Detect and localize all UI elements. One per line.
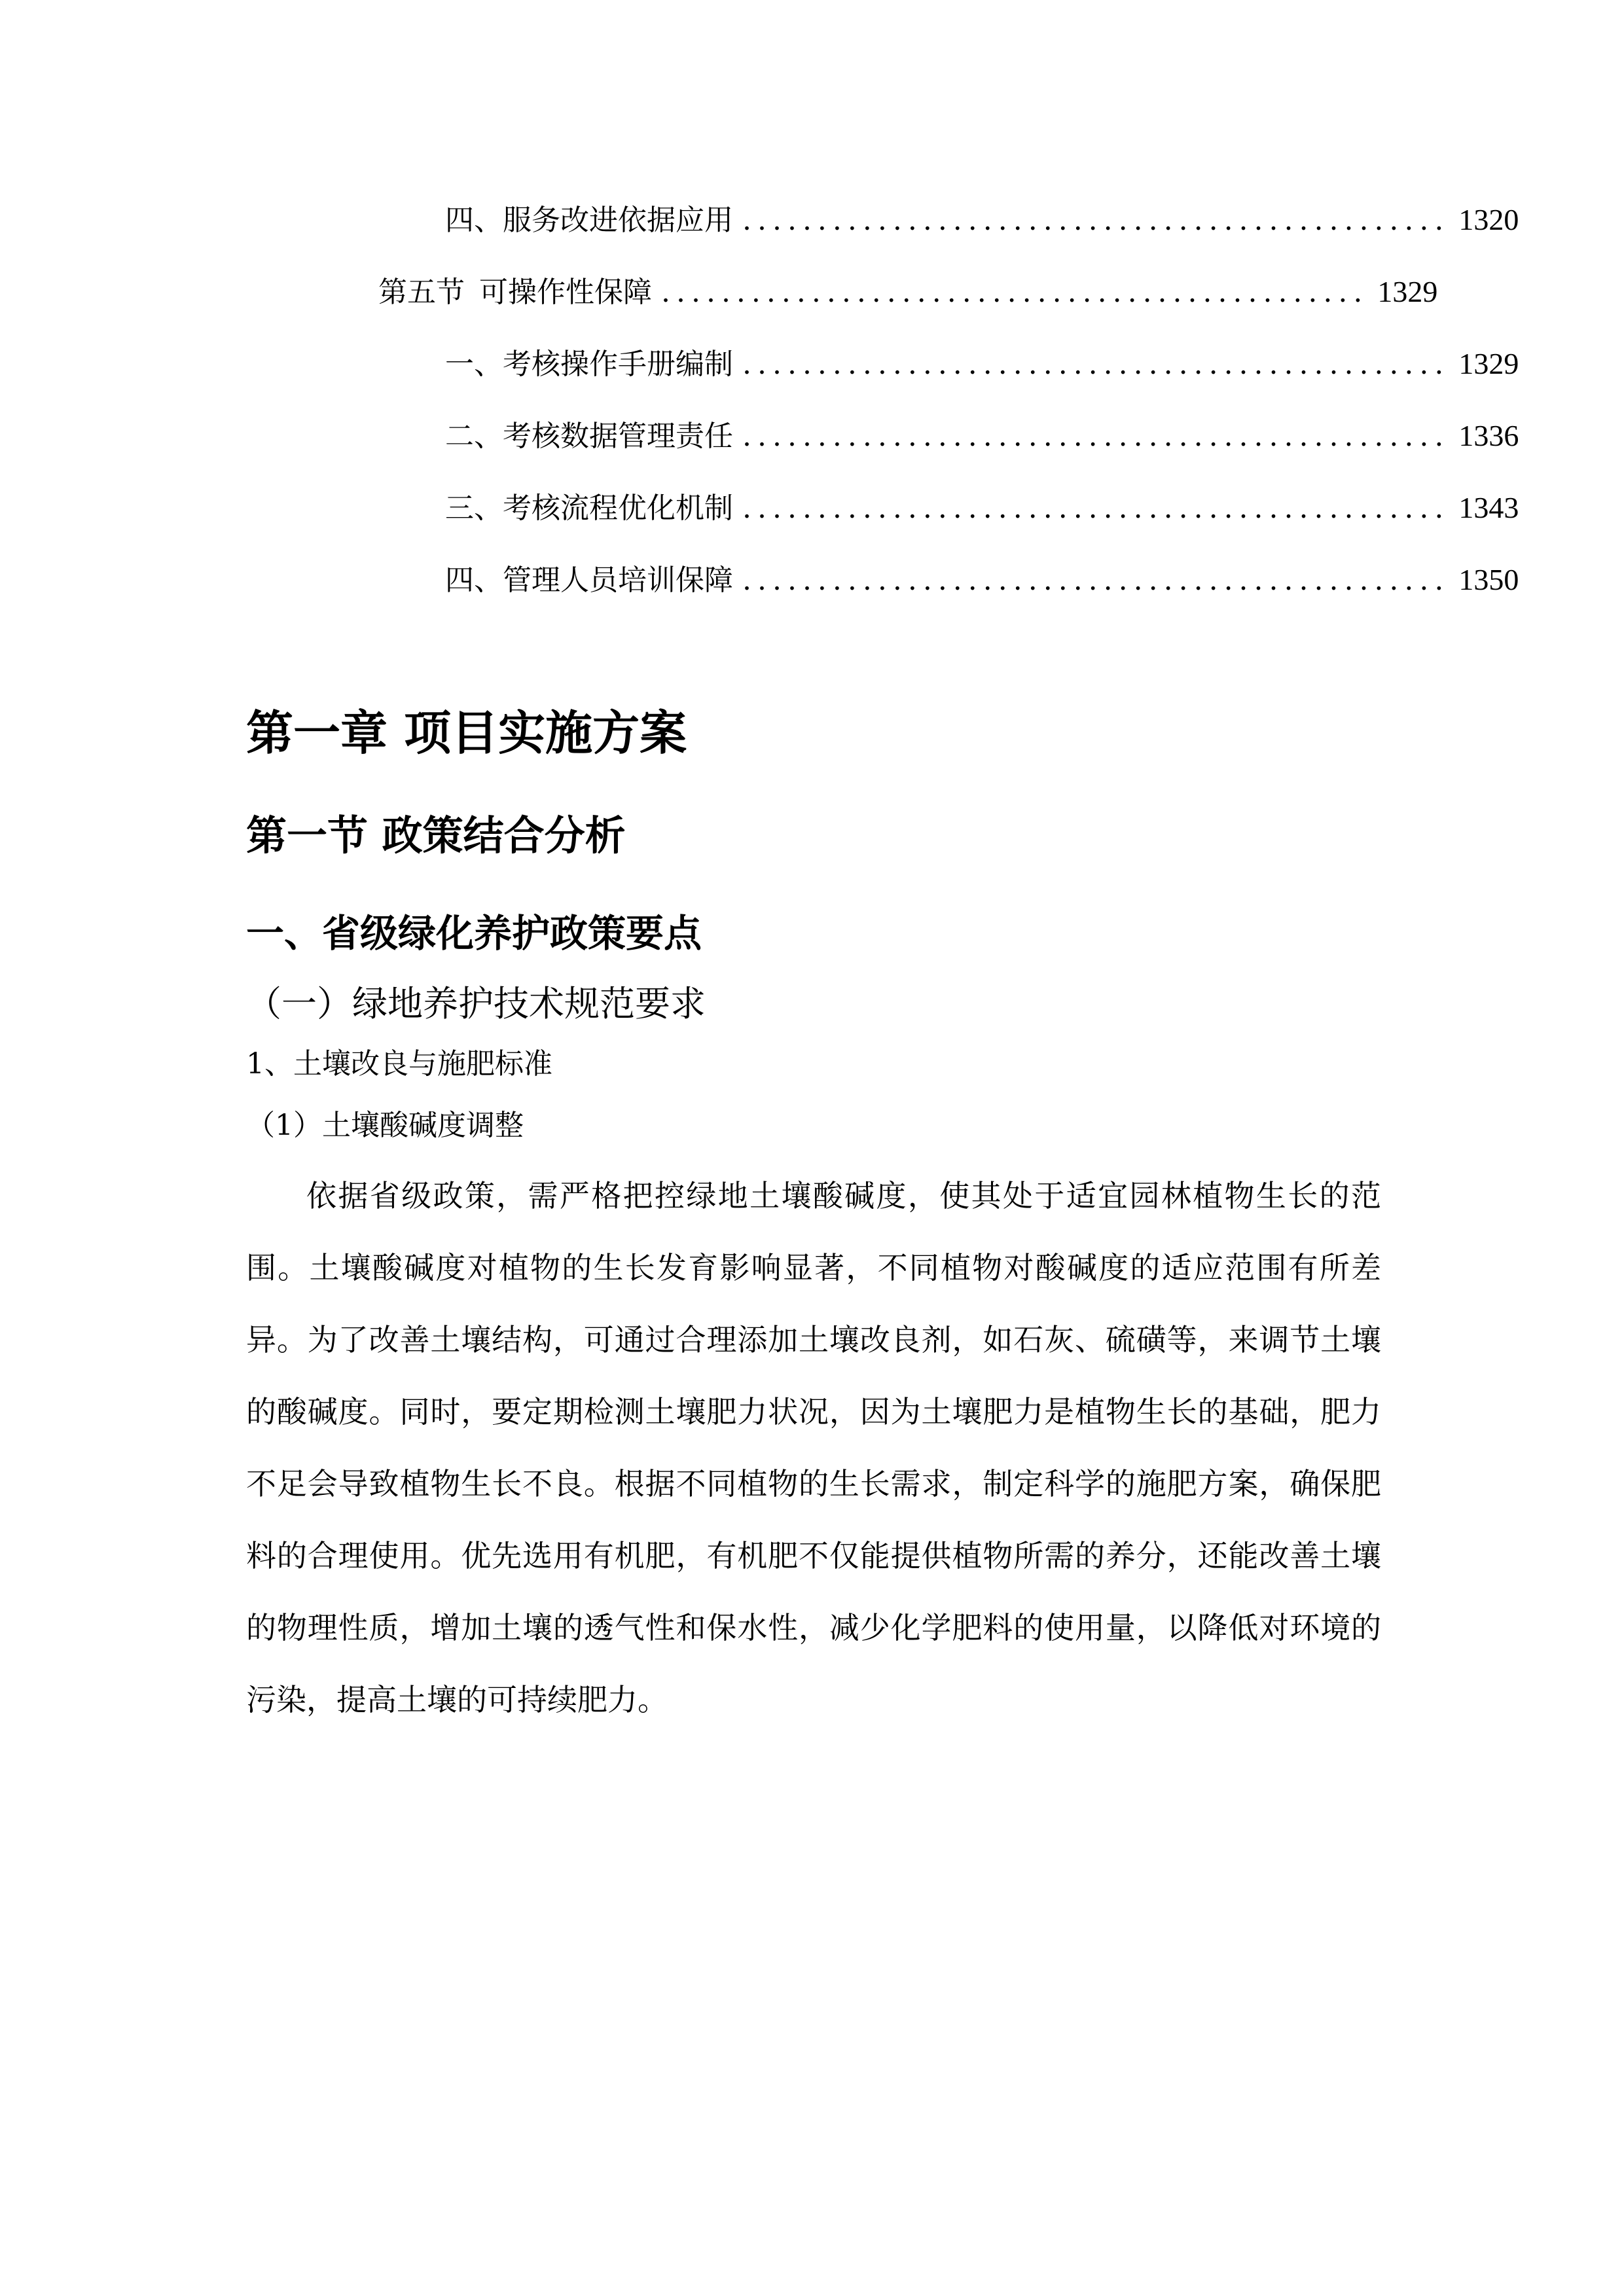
toc-entry[interactable] — [378, 272, 1438, 312]
toc-dot-leader: ............................................... — [742, 492, 1450, 525]
toc-entry[interactable] — [445, 344, 1519, 384]
toc-entry-title: 考核数据管理责任 — [503, 420, 733, 453]
toc-entry[interactable] — [445, 200, 1519, 240]
toc-entry[interactable] — [445, 488, 1519, 528]
toc-entry[interactable] — [445, 560, 1519, 600]
toc-entry-number: 一、 — [445, 348, 503, 381]
toc-dot-leader: ............................................... — [742, 348, 1450, 381]
subsection-title: 一、省级绿化养护政策要点 — [246, 911, 702, 956]
toc-dot-leader: ............................................... — [742, 564, 1450, 597]
toc-entry-page: 1343 — [1458, 491, 1519, 524]
toc-entry[interactable] — [445, 416, 1519, 456]
subitem-title: 1、土壤改良与施肥标准 — [246, 1047, 552, 1081]
toc-entry-title: 服务改进依据应用 — [503, 204, 733, 237]
toc-entry-page: 1329 — [1377, 275, 1438, 308]
section-title: 第一节 政策结合分析 — [246, 812, 626, 859]
toc-entry-title: 考核操作手册编制 — [503, 348, 733, 381]
toc-entry-page: 1350 — [1458, 563, 1519, 596]
toc-dot-leader: ............................................... — [742, 420, 1450, 453]
toc-dot-leader: ............................................... — [742, 204, 1450, 237]
toc-entry-number: 四、 — [445, 204, 503, 237]
point-title: （1）土壤酸碱度调整 — [246, 1109, 524, 1142]
chapter-title: 第一章 项目实施方案 — [246, 706, 687, 761]
body-paragraph: 依据省级政策，需严格把控绿地土壤酸碱度，使其处于适宜园林植物生长的范围。土壤酸碱度对植物的生长发育影响显著，不同植物对酸碱度的适应范围有所差异。为了改善土壤结构，可通过合理添加土壤改良剂，如石灰、硫磺等，来调节土壤的酸碱度。同时，要定期检测土壤肥力状况，因为土壤肥力是植物生长的基础，肥力不足会导致植物生长不良。根据不同植物的生长需求，制定科学的施肥方案，确保肥料的合理使用。优先选用有机肥，有机肥不仅能提供植物所需的养分，还能改善土壤的物理性质，增加土壤的透气性和保水性，减少化学肥料的使用量，以降低对环境的污染，提高土壤的可持续肥力。 — [246, 1178, 1381, 1717]
toc-entry-number: 三、 — [445, 492, 503, 525]
toc-entry-page: 1329 — [1458, 347, 1519, 380]
toc-entry-page: 1320 — [1458, 203, 1519, 236]
toc-entry-title: 考核流程优化机制 — [503, 492, 733, 525]
toc-entry-page: 1336 — [1458, 419, 1519, 452]
toc-entry-title: 可操作性保障 — [479, 276, 652, 309]
toc-dot-leader: ............................................... — [661, 276, 1369, 309]
item-title: （一）绿地养护技术规范要求 — [246, 983, 706, 1024]
toc-entry-number: 第五节 — [378, 276, 465, 309]
toc-entry-number: 四、 — [445, 564, 503, 597]
toc-entry-title: 管理人员培训保障 — [503, 564, 733, 597]
toc-entry-number: 二、 — [445, 420, 503, 453]
